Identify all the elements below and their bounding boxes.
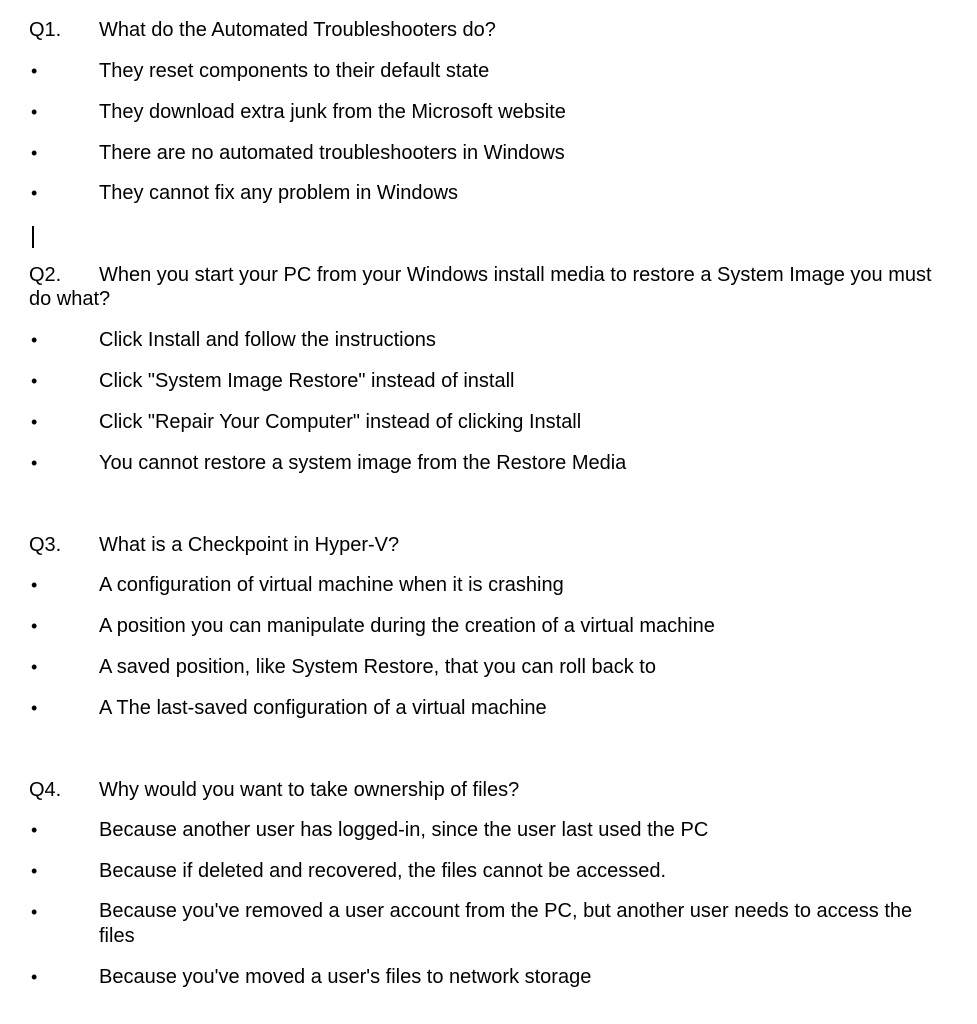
question-1-option-4: They cannot fix any problem in Windows xyxy=(99,182,459,204)
question-2-option-1: Click Install and follow the instructions xyxy=(99,329,436,351)
bullet: • xyxy=(31,616,38,636)
bullet: • xyxy=(31,657,38,677)
bullet: • xyxy=(31,967,38,987)
bullet: • xyxy=(31,102,38,122)
question-4-text: Why would you want to take ownership of files? xyxy=(99,779,520,801)
question-4-number: Q4. xyxy=(29,779,62,801)
question-2 xyxy=(29,263,949,311)
bullet: • xyxy=(31,820,38,840)
bullet: • xyxy=(31,575,38,595)
question-2-text: When you start your PC from your Windows install media to restore a System Image you must do what? xyxy=(29,264,932,310)
question-4-option-3: Because you've removed a user account from the PC, but another user needs to access the files xyxy=(99,900,913,947)
bullet: • xyxy=(31,698,38,718)
bullet: • xyxy=(31,371,38,391)
question-3-option-1: A configuration of virtual machine when it is crashing xyxy=(99,574,564,596)
bullet: • xyxy=(31,902,38,922)
question-4-option-2: Because if deleted and recovered, the files cannot be accessed. xyxy=(99,860,667,882)
question-1-option-3: There are no automated troubleshooters in Windows xyxy=(99,142,565,164)
bullet: • xyxy=(31,861,38,881)
question-4-option-4: Because you've moved a user's files to network storage xyxy=(99,966,592,988)
text-cursor xyxy=(32,226,34,248)
question-1-option-2: They download extra junk from the Microsoft website xyxy=(99,101,566,123)
question-2-option-4: You cannot restore a system image from the Restore Media xyxy=(99,452,627,474)
bullet: • xyxy=(31,143,38,163)
question-1-number: Q1. xyxy=(29,19,62,41)
question-2-option-2: Click "System Image Restore" instead of install xyxy=(99,370,515,392)
question-2-option-3: Click "Repair Your Computer" instead of clicking Install xyxy=(99,411,582,433)
question-3-option-4: A The last-saved configuration of a virtual machine xyxy=(99,697,547,719)
bullet: • xyxy=(31,412,38,432)
bullet: • xyxy=(31,183,38,203)
question-3-option-3: A saved position, like System Restore, that you can roll back to xyxy=(99,656,656,678)
question-4-option-1: Because another user has logged-in, since the user last used the PC xyxy=(99,819,709,841)
question-1-option-1: They reset components to their default state xyxy=(99,60,490,82)
bullet: • xyxy=(31,330,38,350)
question-3-number: Q3. xyxy=(29,534,62,556)
question-3-text: What is a Checkpoint in Hyper-V? xyxy=(99,534,400,556)
bullet: • xyxy=(31,453,38,473)
question-2-number: Q2. xyxy=(29,264,62,286)
bullet: • xyxy=(31,61,38,81)
question-3-option-2: A position you can manipulate during the creation of a virtual machine xyxy=(99,615,715,637)
question-1-text: What do the Automated Troubleshooters do? xyxy=(99,19,496,41)
